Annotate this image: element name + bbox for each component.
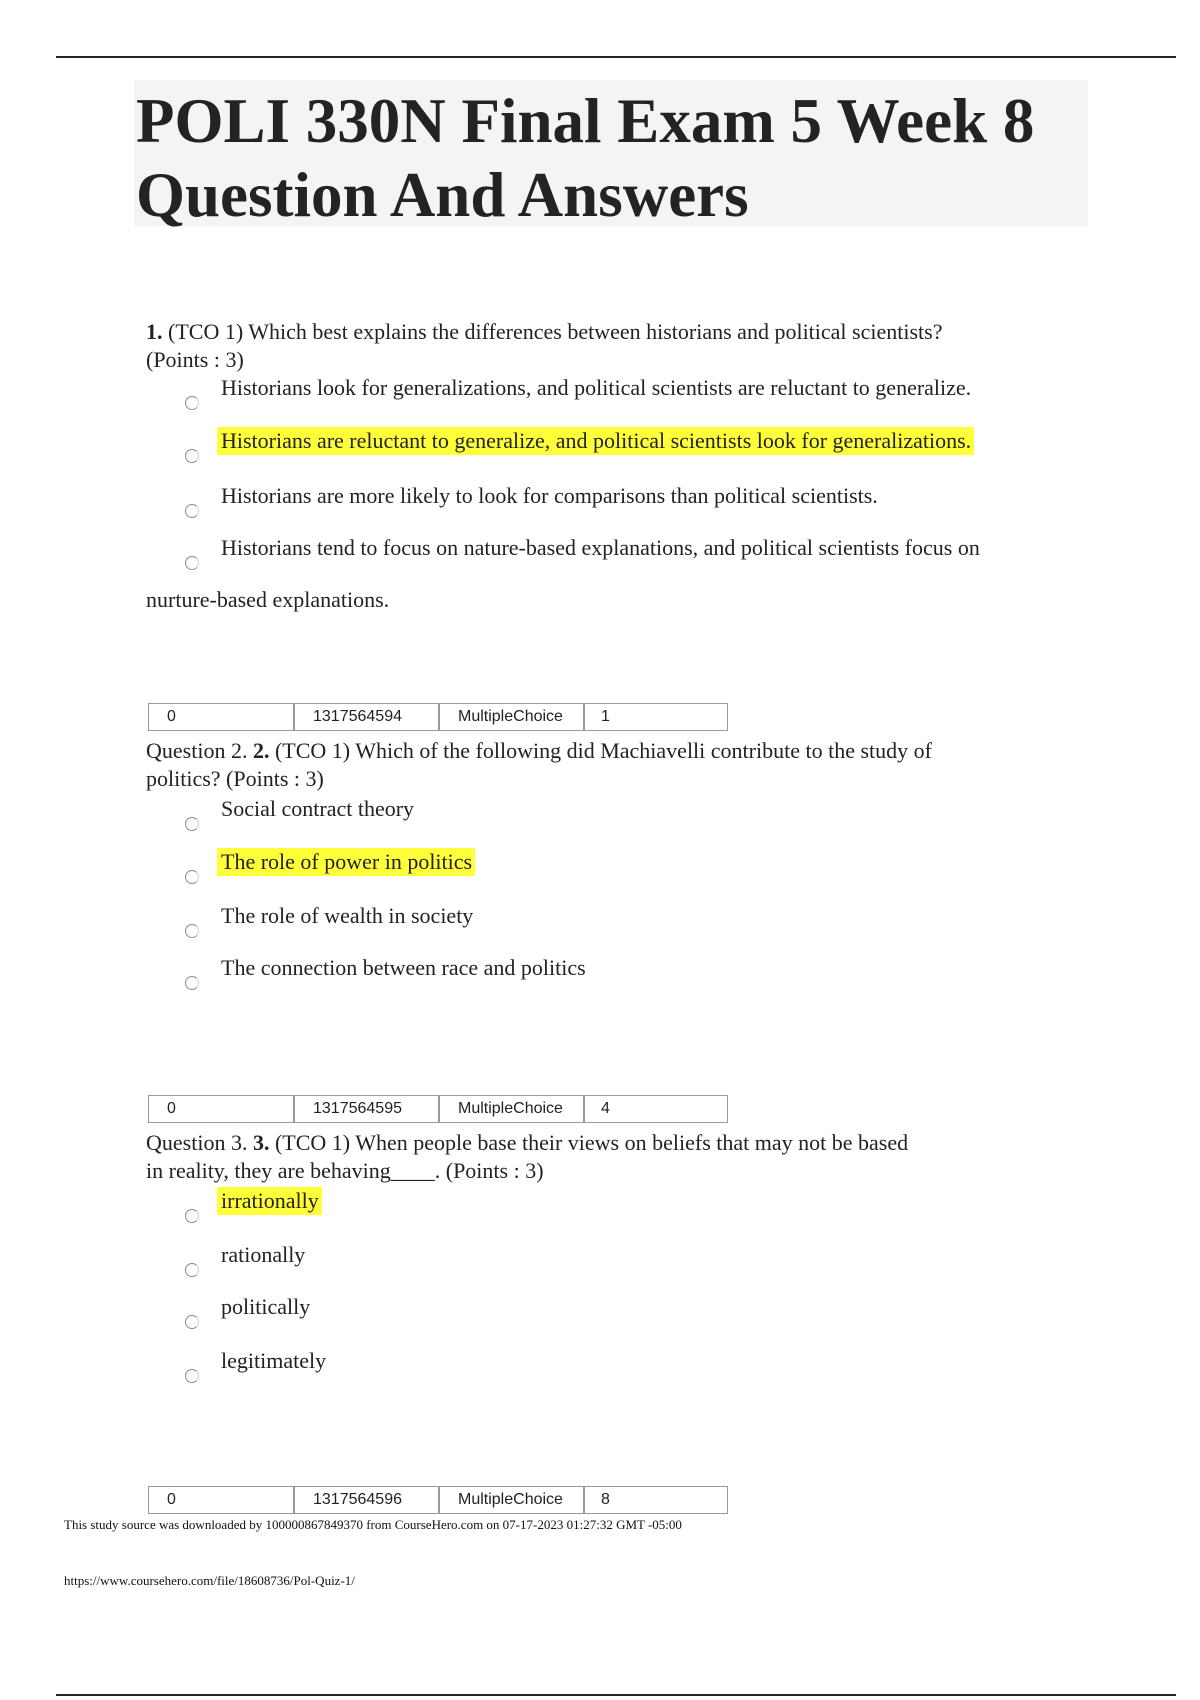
option-label: Historians are more likely to look for comparisons than political scientists.	[221, 483, 878, 508]
meta-cell-value: 1	[601, 708, 610, 725]
meta-cell-id: 1317564594	[295, 704, 440, 730]
meta-cell: 0	[149, 1487, 295, 1513]
meta-cell-type: MultipleChoice	[440, 1487, 585, 1513]
question-1-text: 1. (TCO 1) Which best explains the differences between historians and political scientists? (Points : 3)	[146, 319, 943, 372]
question-meta-table	[148, 703, 728, 731]
option-label: legitimately	[221, 1348, 327, 1373]
option-continuation: nurture-based explanations.	[146, 587, 390, 612]
top-rule	[56, 56, 1176, 58]
radio-button[interactable]	[185, 1209, 199, 1223]
radio-button[interactable]	[185, 449, 199, 463]
question-1-option-1[interactable]	[146, 374, 1096, 426]
option-label-highlighted: Historians are reluctant to generalize, and political scientists look for generalizations.	[217, 427, 974, 455]
meta-cell-type: MultipleChoice	[440, 1096, 585, 1122]
page-title: POLI 330N Final Exam 5 Week 8 Question And Answers	[136, 86, 1035, 230]
radio-button[interactable]	[185, 976, 199, 990]
question-1-option-2[interactable]	[146, 427, 1096, 479]
radio-button[interactable]	[185, 396, 199, 410]
question-1-option-4[interactable]	[146, 534, 1096, 586]
option-label: Historians look for generalizations, and political scientists are reluctant to generalize.	[221, 375, 972, 400]
question-3-option-4[interactable]	[146, 1347, 1096, 1399]
radio-button[interactable]	[185, 924, 199, 938]
option-label: The connection between race and politics	[221, 955, 586, 980]
meta-cell: 0	[149, 1096, 295, 1122]
download-notice: This study source was downloaded by 100000867849370 from CourseHero.com on 07-17-2023 01:27:32 GMT -05:00	[64, 1517, 682, 1532]
radio-button[interactable]	[185, 504, 199, 518]
meta-cell-id: 1317564595	[295, 1096, 440, 1122]
radio-button[interactable]	[185, 556, 199, 570]
radio-button[interactable]	[185, 1263, 199, 1277]
question-3	[146, 1129, 1096, 1373]
meta-cell-value: 4	[601, 1100, 610, 1117]
question-meta-table	[148, 1095, 728, 1123]
radio-button[interactable]	[185, 817, 199, 831]
question-1-option-3[interactable]	[146, 482, 1096, 534]
radio-button[interactable]	[185, 1315, 199, 1329]
meta-cell-value: 8	[601, 1491, 610, 1508]
meta-cell: 0	[149, 704, 295, 730]
option-label: politically	[221, 1294, 311, 1319]
question-2	[146, 737, 1096, 980]
source-url[interactable]: https://www.coursehero.com/file/18608736/Pol-Quiz-1/	[64, 1573, 355, 1588]
meta-cell-type: MultipleChoice	[440, 704, 585, 730]
question-3-option-2[interactable]	[146, 1241, 1096, 1293]
question-3-text: Question 3. 3. (TCO 1) When people base their views on beliefs that may not be based in reality, they are behaving____. (Points : 3)	[146, 1130, 909, 1183]
option-label: The role of wealth in society	[221, 903, 474, 928]
question-2-option-3[interactable]	[146, 902, 1096, 954]
question-2-option-1[interactable]	[146, 795, 1096, 847]
meta-cell-id: 1317564596	[295, 1487, 440, 1513]
option-label: Historians tend to focus on nature-based explanations, and political scientists focus on	[221, 535, 980, 560]
option-label: rationally	[221, 1242, 306, 1267]
question-2-text: Question 2. 2. (TCO 1) Which of the following did Machiavelli contribute to the study of politics? (Points : 3)	[146, 738, 932, 791]
radio-button[interactable]	[185, 870, 199, 884]
question-1	[146, 318, 1096, 612]
option-label-highlighted: irrationally	[217, 1187, 322, 1215]
bottom-rule	[56, 1694, 1176, 1696]
question-2-option-2[interactable]	[146, 848, 1096, 900]
option-label-highlighted: The role of power in politics	[217, 848, 475, 876]
question-3-option-3[interactable]	[146, 1293, 1096, 1345]
radio-button[interactable]	[185, 1369, 199, 1383]
question-2-option-4[interactable]	[146, 954, 1096, 1006]
question-3-option-1[interactable]	[146, 1187, 1096, 1239]
question-meta-table	[148, 1486, 728, 1514]
option-label: Social contract theory	[221, 796, 415, 821]
